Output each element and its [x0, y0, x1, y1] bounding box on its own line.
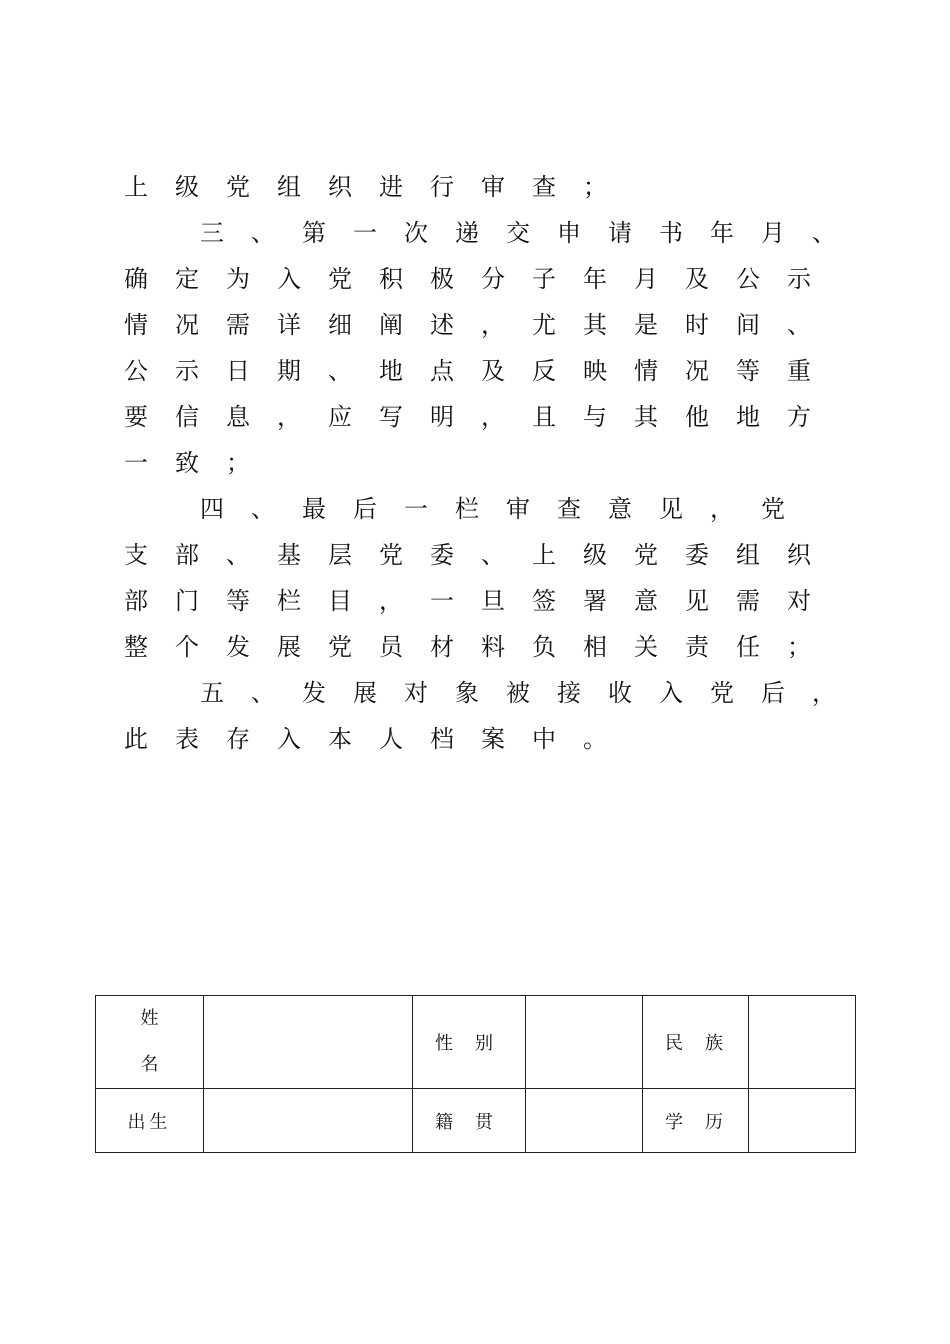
- text-line: 确定为入党积极分子年月及公示: [124, 265, 838, 293]
- applicant-info-table: [95, 995, 856, 1153]
- birth-field[interactable]: [204, 1089, 413, 1153]
- text-line: 一致；: [124, 449, 277, 477]
- text-line: 要信息，应写明，且与其他地方: [124, 403, 838, 431]
- text-line: 此表存入本人档案中。: [124, 725, 634, 753]
- text-line: 情况需详细阐述，尤其是时间、: [124, 311, 838, 339]
- education-field[interactable]: [749, 1089, 856, 1153]
- native-place-field[interactable]: [526, 1089, 643, 1153]
- text-line: 三、第一次递交申请书年月、: [200, 219, 863, 247]
- name-label-char: 姓: [140, 1008, 159, 1029]
- gender-field[interactable]: [526, 996, 643, 1089]
- ethnicity-field[interactable]: [749, 996, 856, 1089]
- text-line: 支部、基层党委、上级党委组织: [124, 541, 838, 569]
- text-line: 上级党组织进行审查；: [124, 173, 634, 201]
- table-row: [96, 996, 856, 1089]
- gender-label: 性别: [413, 996, 526, 1089]
- table-row: [96, 1089, 856, 1153]
- name-label: [96, 996, 204, 1089]
- education-label: 学历: [643, 1089, 749, 1153]
- name-field[interactable]: [204, 996, 413, 1089]
- text-line: 公示日期、地点及反映情况等重: [124, 357, 838, 385]
- text-line: 部门等栏目，一旦签署意见需对: [124, 587, 838, 615]
- birth-label: 出生: [96, 1089, 204, 1153]
- text-line: 五、发展对象被接收入党后，: [200, 679, 863, 707]
- ethnicity-label: 民族: [643, 996, 749, 1089]
- text-line: 整个发展党员材料负相关责任；: [124, 633, 838, 661]
- native-place-label: 籍贯: [413, 1089, 526, 1153]
- text-line: 四、最后一栏审查意见，党: [200, 495, 812, 523]
- name-label-char: 名: [140, 1054, 159, 1075]
